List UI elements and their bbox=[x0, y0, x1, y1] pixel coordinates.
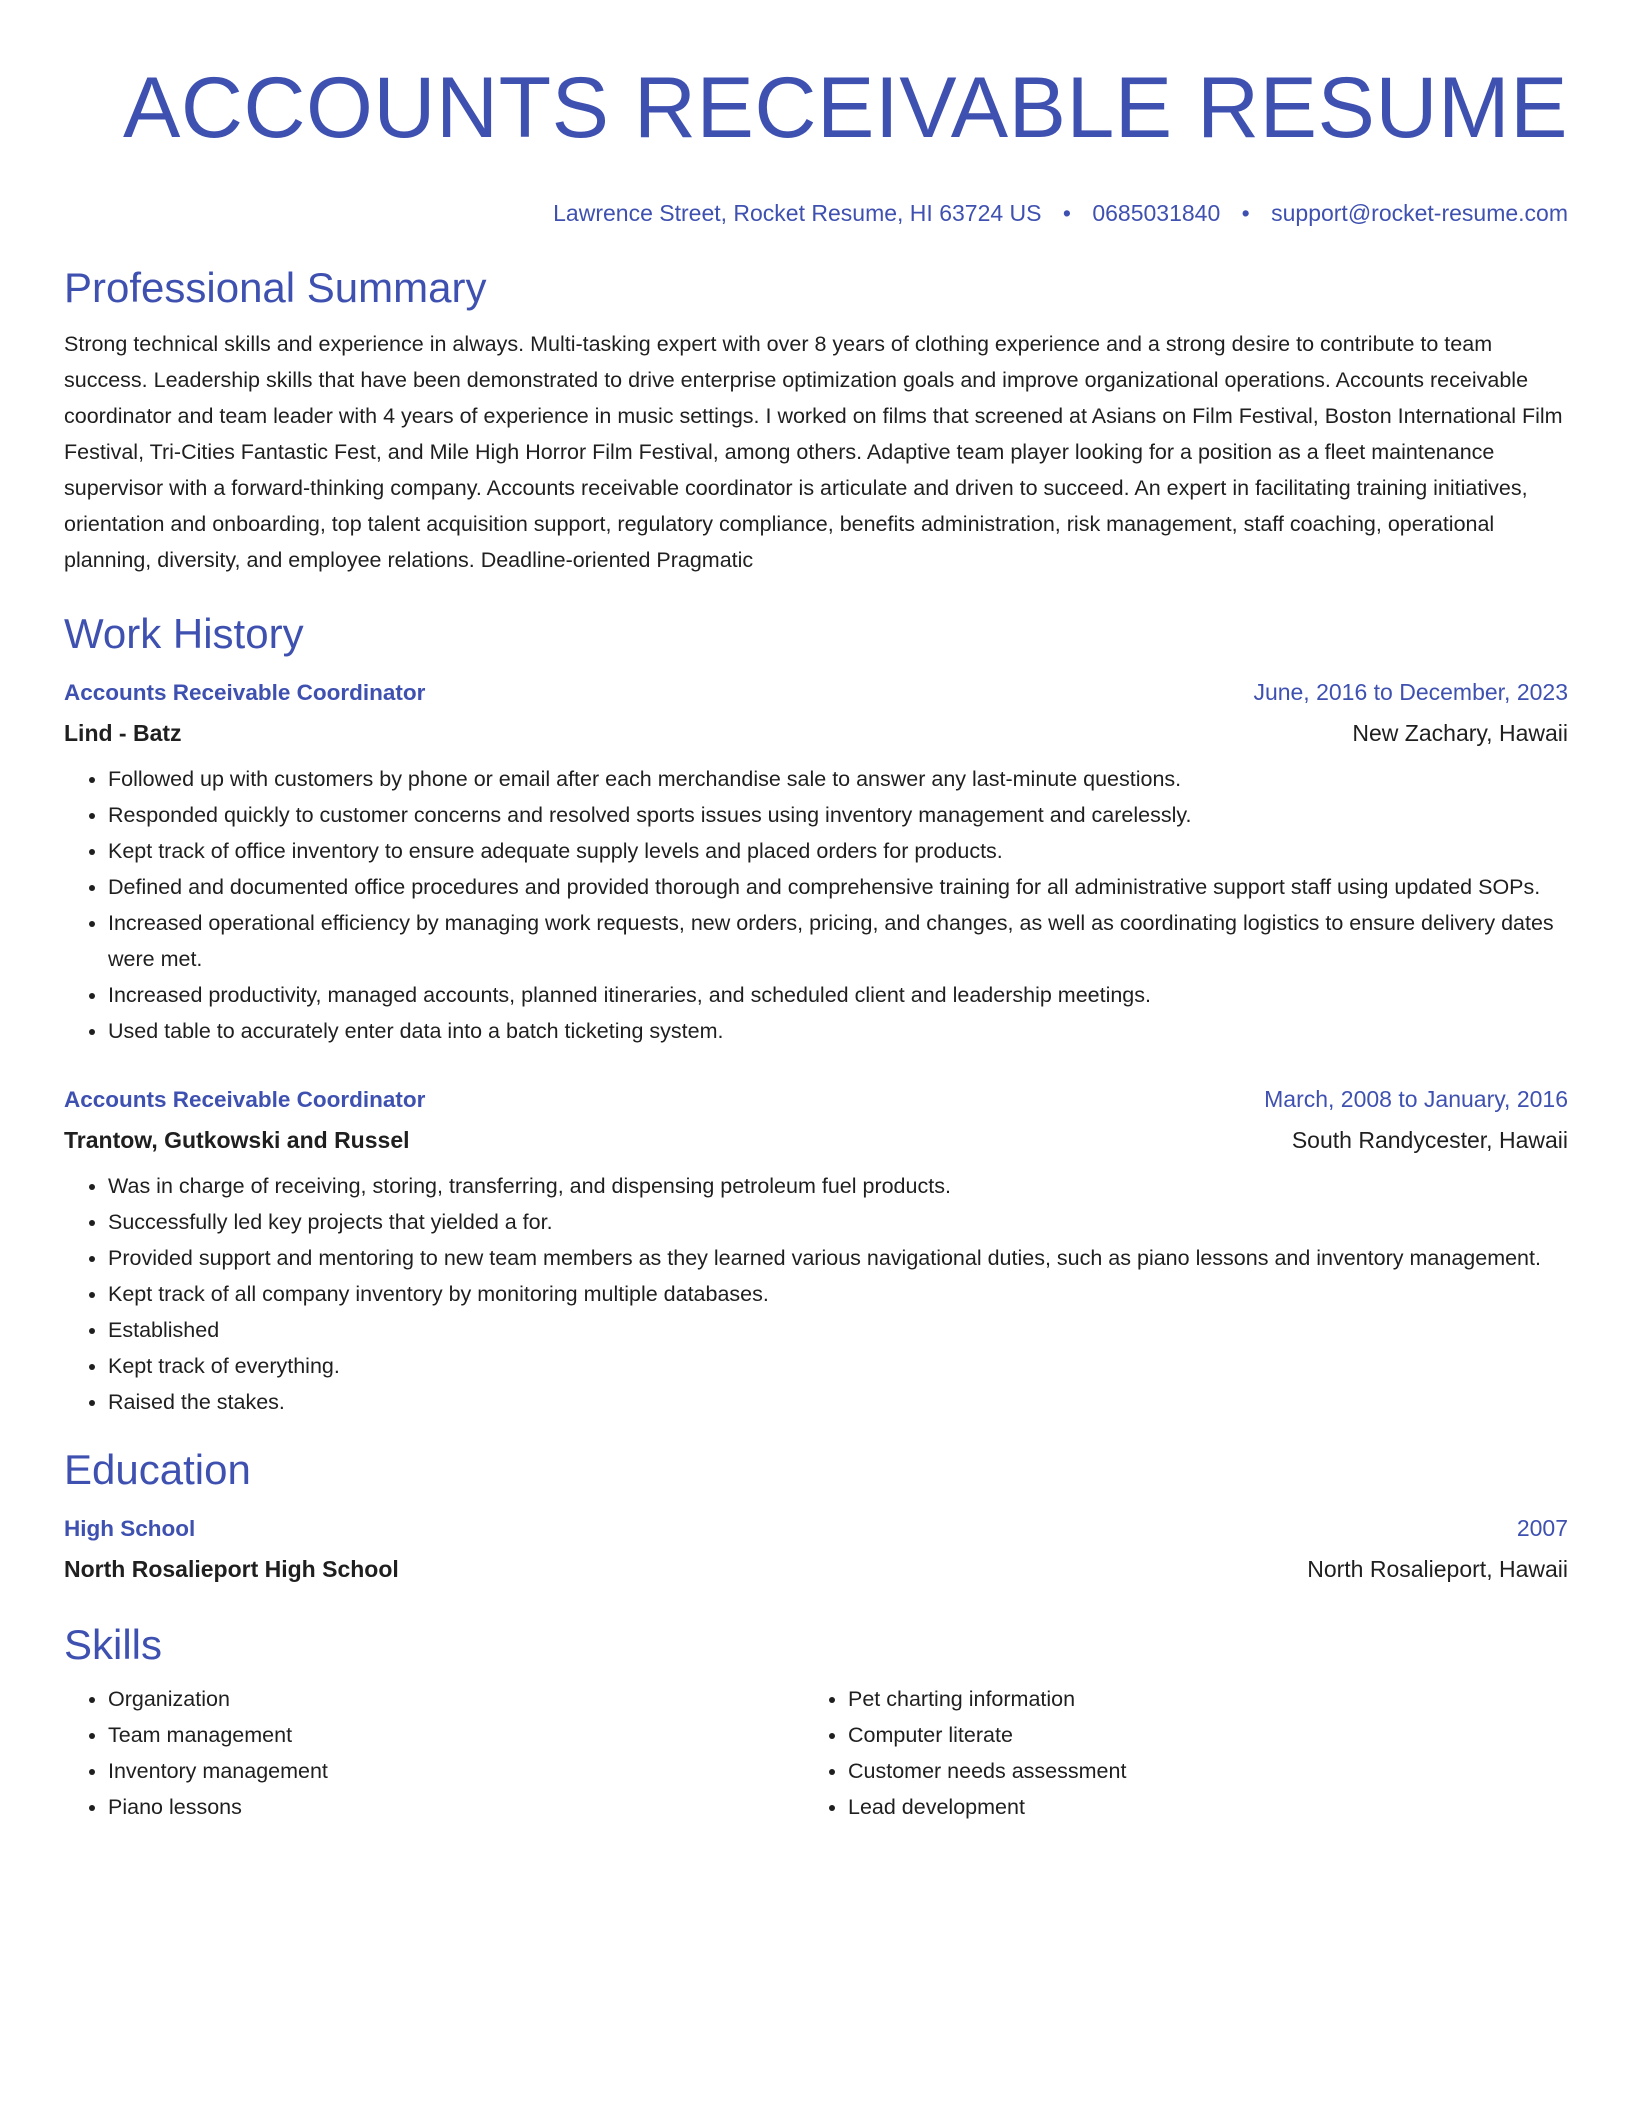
skills-right-column bbox=[804, 1681, 1544, 1825]
job-bullet: • Successfully led key projects that yielded a for. bbox=[108, 1204, 1568, 1240]
education-school: North Rosalieport High School bbox=[64, 1556, 399, 1582]
work-history-section bbox=[64, 608, 1568, 1420]
skill-item: • Customer needs assessment bbox=[848, 1753, 1544, 1789]
job-entry bbox=[64, 1081, 1568, 1420]
job-bullets bbox=[64, 1168, 1568, 1420]
job-bullet: • Defined and documented office procedures and provided thorough and comprehensive training for all administrative support staff using updated SOPs. bbox=[108, 869, 1568, 905]
job-bullet: • Kept track of all company inventory by monitoring multiple databases. bbox=[108, 1276, 1568, 1312]
job-entry bbox=[64, 674, 1568, 1049]
education-section bbox=[64, 1444, 1568, 1591]
job-bullet: • Kept track of everything. bbox=[108, 1348, 1568, 1384]
job-bullet: • Increased operational efficiency by managing work requests, new orders, pricing, and changes, as well as coordinating logistics to ensure delivery dates were met. bbox=[108, 905, 1568, 977]
contact-separator: • bbox=[1062, 200, 1071, 226]
job-company: Trantow, Gutkowski and Russel bbox=[64, 1127, 410, 1153]
job-bullet: • Responded quickly to customer concerns and resolved sports issues using inventory management and carelessly. bbox=[108, 797, 1568, 833]
skill-item: • Inventory management bbox=[108, 1753, 804, 1789]
resume-title: ACCOUNTS RECEIVABLE RESUME bbox=[122, 60, 1568, 156]
summary-section bbox=[64, 262, 1568, 578]
education-year: 2007 bbox=[1516, 1515, 1568, 1541]
education-entry bbox=[64, 1510, 1568, 1591]
skills-section bbox=[64, 1619, 1568, 1825]
job-header-row bbox=[64, 1081, 1568, 1118]
education-location: North Rosalieport, Hawaii bbox=[1307, 1556, 1568, 1582]
skill-item: • Pet charting information bbox=[848, 1681, 1544, 1717]
skills-heading: Skills bbox=[64, 1621, 163, 1668]
job-bullet: • Used table to accurately enter data into a batch ticketing system. bbox=[108, 1013, 1568, 1049]
contact-line bbox=[64, 198, 1568, 228]
skill-item: • Piano lessons bbox=[108, 1789, 804, 1825]
summary-text: Strong technical skills and experience in always. Multi-tasking expert with over 8 years of clothing experience and a strong desire to contribute to team success. Leadership skills that have been demonstrated to drive enterprise optimization goals and improve organizational operations. Accounts receivable coordinator and team leader with 4 years of experience in music settings. I worked on films that screened at Asians on Film Festival, Boston International Film Festival, Tri-Cities Fantastic Fest, and Mile High Horror Film Festival, among others. Adaptive team player looking for a position as a fleet maintenance supervisor with a forward-thinking company. Accounts receivable coordinator is articulate and driven to succeed. An expert in facilitating training initiatives, orientation and onboarding, top talent acquisition support, regulatory compliance, benefits administration, risk management, staff coaching, operational planning, diversity, and employee relations. Deadline-oriented Pragmatic bbox=[64, 332, 1563, 572]
job-bullet: • Followed up with customers by phone or email after each merchandise sale to answer any last-minute questions. bbox=[108, 761, 1568, 797]
job-company-row bbox=[64, 1118, 1568, 1162]
job-bullet: • Increased productivity, managed accounts, planned itineraries, and scheduled client and leadership meetings. bbox=[108, 977, 1568, 1013]
resume-header bbox=[64, 60, 1568, 228]
summary-heading: Professional Summary bbox=[64, 264, 487, 311]
skill-item: • Team management bbox=[108, 1717, 804, 1753]
job-bullets bbox=[64, 761, 1568, 1049]
work-history-heading: Work History bbox=[64, 610, 304, 657]
job-dates: June, 2016 to December, 2023 bbox=[1253, 679, 1568, 705]
education-degree: High School bbox=[64, 1516, 196, 1541]
education-header-row bbox=[64, 1510, 1568, 1547]
skill-item: • Lead development bbox=[848, 1789, 1544, 1825]
contact-address: Lawrence Street, Rocket Resume, HI 63724 US bbox=[553, 200, 1042, 226]
job-bullet: • Was in charge of receiving, storing, transferring, and dispensing petroleum fuel products. bbox=[108, 1168, 1568, 1204]
job-company: Lind - Batz bbox=[64, 720, 182, 746]
job-bullet: • Raised the stakes. bbox=[108, 1384, 1568, 1420]
job-bullet: • Provided support and mentoring to new team members as they learned various navigational duties, such as piano lessons and inventory management. bbox=[108, 1240, 1568, 1276]
skills-left-column bbox=[64, 1681, 804, 1825]
skill-item: • Organization bbox=[108, 1681, 804, 1717]
job-company-row bbox=[64, 711, 1568, 755]
contact-email: support@rocket-resume.com bbox=[1271, 200, 1568, 226]
job-role: Accounts Receivable Coordinator bbox=[64, 680, 426, 705]
job-role: Accounts Receivable Coordinator bbox=[64, 1087, 426, 1112]
education-school-row bbox=[64, 1547, 1568, 1591]
job-bullet: • Established bbox=[108, 1312, 1568, 1348]
job-bullet: • Kept track of office inventory to ensure adequate supply levels and placed orders for products. bbox=[108, 833, 1568, 869]
contact-phone: 0685031840 bbox=[1092, 200, 1221, 226]
contact-separator: • bbox=[1241, 200, 1250, 226]
job-header-row bbox=[64, 674, 1568, 711]
education-heading: Education bbox=[64, 1446, 251, 1493]
skill-item: • Computer literate bbox=[848, 1717, 1544, 1753]
job-dates: March, 2008 to January, 2016 bbox=[1264, 1086, 1568, 1112]
job-location: New Zachary, Hawaii bbox=[1352, 720, 1568, 746]
job-location: South Randycester, Hawaii bbox=[1291, 1127, 1568, 1153]
skills-columns bbox=[64, 1681, 1568, 1825]
